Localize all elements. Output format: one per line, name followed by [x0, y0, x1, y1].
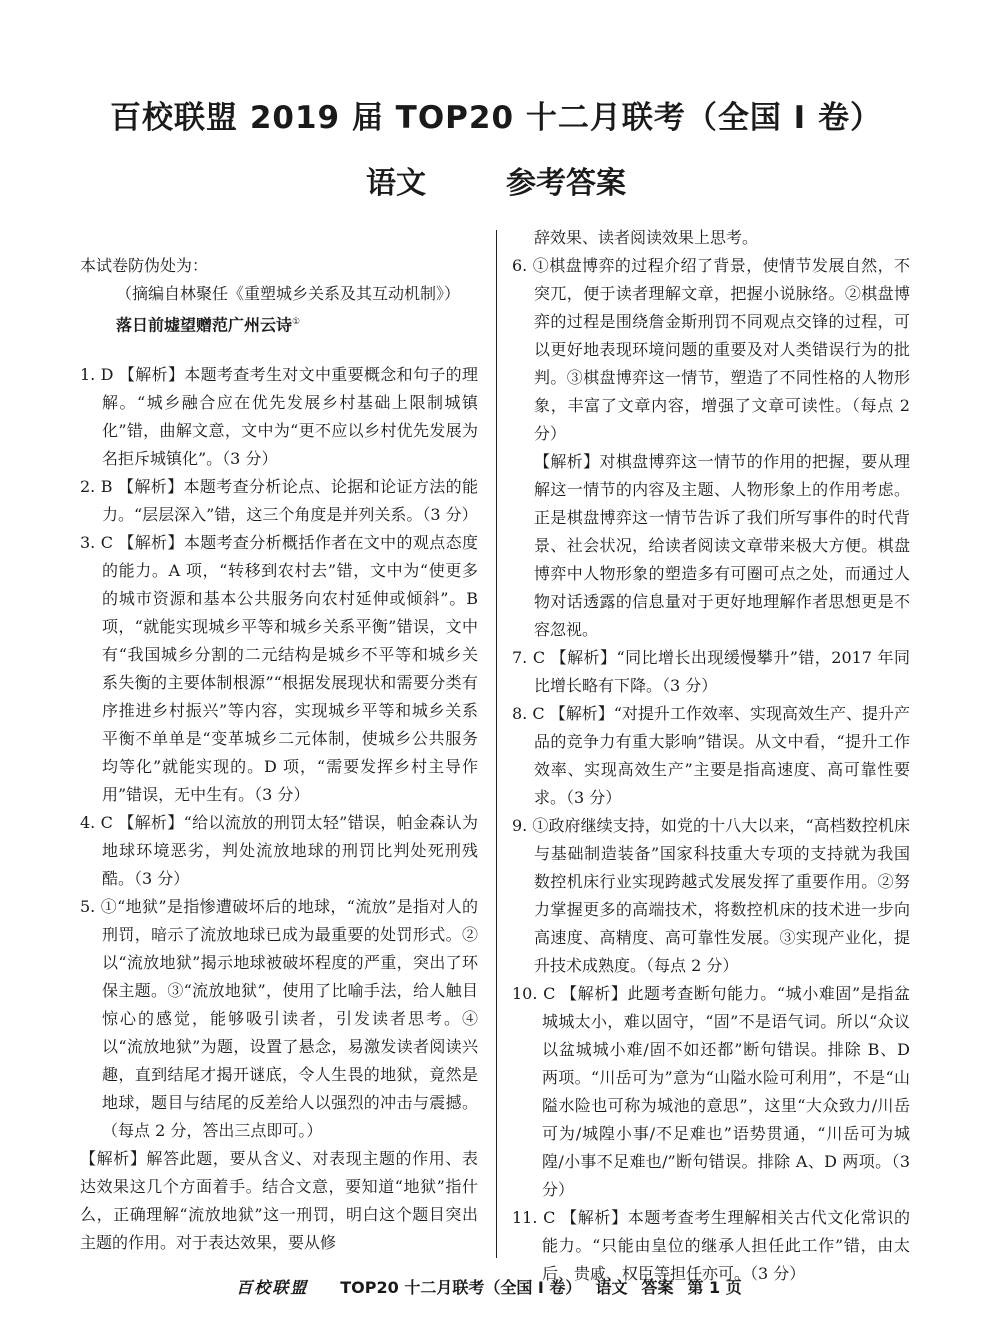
answer-5-continued: 辞效果、读者阅读效果上思考。	[534, 228, 759, 247]
footnote-marker: ①	[292, 317, 301, 327]
answer-4: 4. C 【解析】“给以流放的刑罚太轻”错误，帕金森认为地球环境恶劣，判处流放地球的刑罚比判处死刑残酷。（3 分）	[80, 813, 478, 889]
footer-exam: TOP20 十二月联考（全国 Ⅰ 卷）	[340, 1278, 582, 1297]
answer-7: 7. C 【解析】“同比增长出现缓慢攀升”错，2017 年同比增长略有下降。（3 分）	[512, 648, 910, 695]
footer-subject: 语文	[595, 1278, 628, 1297]
page-title: 百校联盟 2019 届 TOP20 十二月联考（全国 Ⅰ 卷）	[110, 100, 882, 136]
anti-fake-poem	[80, 308, 478, 339]
answer-11: 11. C 【解析】本题考查考生理解相关古代文化常识的能力。“只能由皇位的继承人担任此工作”错，由太后、贵戚、权臣等担任亦可。（3 分）	[512, 1208, 910, 1283]
answer-5-analysis: 【解析】解答此题，要从含义、对表现主题的作用、表达效果这几个方面着手。结合文意，要知道“地狱”指什么，正确理解“流放地狱”这一刑罚，明白这个题目突出主题的作用。对于表达效果，要从修	[80, 1149, 478, 1253]
left-column	[80, 224, 478, 1259]
answer-9: 9. ①政府继续支持，如党的十八大以来，“高档数控机床与基础制造装备”国家科技重大专项的支持就为我国数控机床行业实现跨越式发展发挥了重要作用。②努力掌握更多的高端技术，将数控机床的技术进一步向高速度、高精度、高可靠性发展。③实现产业化，提升技术成熟度。（每点 2 分）	[512, 816, 910, 975]
subject-label: 语文	[366, 166, 426, 201]
answer-6-analysis: 【解析】对棋盘博弈这一情节的作用的把握，要从理解这一情节的内容及主题、人物形象上的作用考虑。正是棋盘博弈这一情节告诉了我们所写事件的时代背景、社会状况，给读者阅读文章带来极大方便。棋盘博弈中人物形象的塑造多有可圈可点之处，而通过人物对话透露的信息量对于更好地理解作者思想更是不容忽视。	[534, 452, 910, 639]
doc-type-label: 参考答案	[506, 166, 626, 201]
answer-1: 1. D 【解析】本题考查考生对文中重要概念和句子的理解。“城乡融合应在优先发展乡村基础上限制城镇化”错，曲解文意，文中为“更不应以乡村优先发展为名拒斥城镇化”。（3 分）	[80, 365, 478, 469]
answer-10: 10. C 【解析】此题考查断句能力。“城小难固”是指盆城城太小，难以固守，“固”不是语气词。所以“众议以盆城城小难/固不如还都”断句错误。排除 B、D 两项。“川岳可为”意为“山隘水险可利用”，不是“山隘水险也可称为城池的意思”，这里“大众致力/川岳可为/城隍小事/不足难也”语势贯通，“川岳可为城隍/小事不足难也/”断句错误。排除 A、D 两项。（3 分）	[512, 984, 910, 1199]
answer-8: 8. C 【解析】“对提升工作效率、实现高效生产、提升产品的竞争力有重大影响”错误。从文中看，“提升工作效率、实现高效生产”主要是指高速度、高可靠性要求。（3 分）	[512, 704, 910, 807]
answer-3: 3. C 【解析】本题考查分析概括作者在文中的观点态度的能力。A 项，“转移到农村去”错，文中为“使更多的城市资源和基本公共服务向农村延伸或倾斜”。B 项，“就能实现城乡平等和城乡关系平衡”错误，文中有“我国城乡分割的二元结构是城乡不平等和城乡关系失衡的主要体制根源”“根据发展现状和需要分类有序推进乡村振兴”等内容，实现城乡平等和城乡关系平衡不单单是“变革城乡二元体制，使城乡公共服务均等化”就能实现的。D 项，“需要发挥乡村主导作用”错误，无中生有。（3 分）	[80, 533, 478, 805]
anti-fake-label: 本试卷防伪处为：	[80, 256, 209, 275]
footer-page-number: 第 1 页	[687, 1278, 742, 1297]
footer-brand-text: 百校联盟	[236, 1278, 309, 1297]
answer-5: 5. ①“地狱”是指惨遭破坏后的地球，“流放”是指对人的刑罚，暗示了流放地球已成为最重要的处罚形式。②以“流放地狱”揭示地球被破坏程度的严重，突出了环保主题。③“流放地狱”，使用了比喻手法，给人触目惊心的感觉，能够吸引读者，引发读者思考。④以“流放地狱”为题，设置了悬念，易激发读者阅读兴趣，直到结尾才揭开谜底，令人生畏的地狱，竟然是地球，题目与结尾的反差给人以强烈的冲击与震撼。（每点 2 分，答出三点即可。）	[80, 897, 478, 1141]
anti-fake-source: （摘编自林聚任《重塑城乡关系及其互动机制》）	[116, 284, 461, 303]
page-footer	[0, 1275, 992, 1298]
footer-doc: 答案	[641, 1278, 674, 1297]
answer-6: 6. ①棋盘博弈的过程介绍了背景，使情节发展自然，不突兀，便于读者理解文章，把握小说脉络。②棋盘博弈的过程是围绕詹金斯刑罚不同观点交锋的过程，可以更好地表现环境问题的重要及对人类错误行为的批判。③棋盘博弈这一情节，塑造了不同性格的人物形象，丰富了文章内容，增强了文章可读性。（每点 2 分）	[512, 256, 910, 443]
footer-brand	[236, 1278, 322, 1297]
column-divider	[496, 230, 497, 1258]
subtitle	[0, 158, 992, 202]
anti-fake-poem-title: 落日前墟望赠范广州云诗	[116, 315, 293, 335]
right-column	[512, 224, 910, 1288]
answer-2: 2. B 【解析】本题考查分析论点、论据和论证方法的能力。“层层深入”错，这三个角度是并列关系。（3 分）	[80, 477, 478, 525]
